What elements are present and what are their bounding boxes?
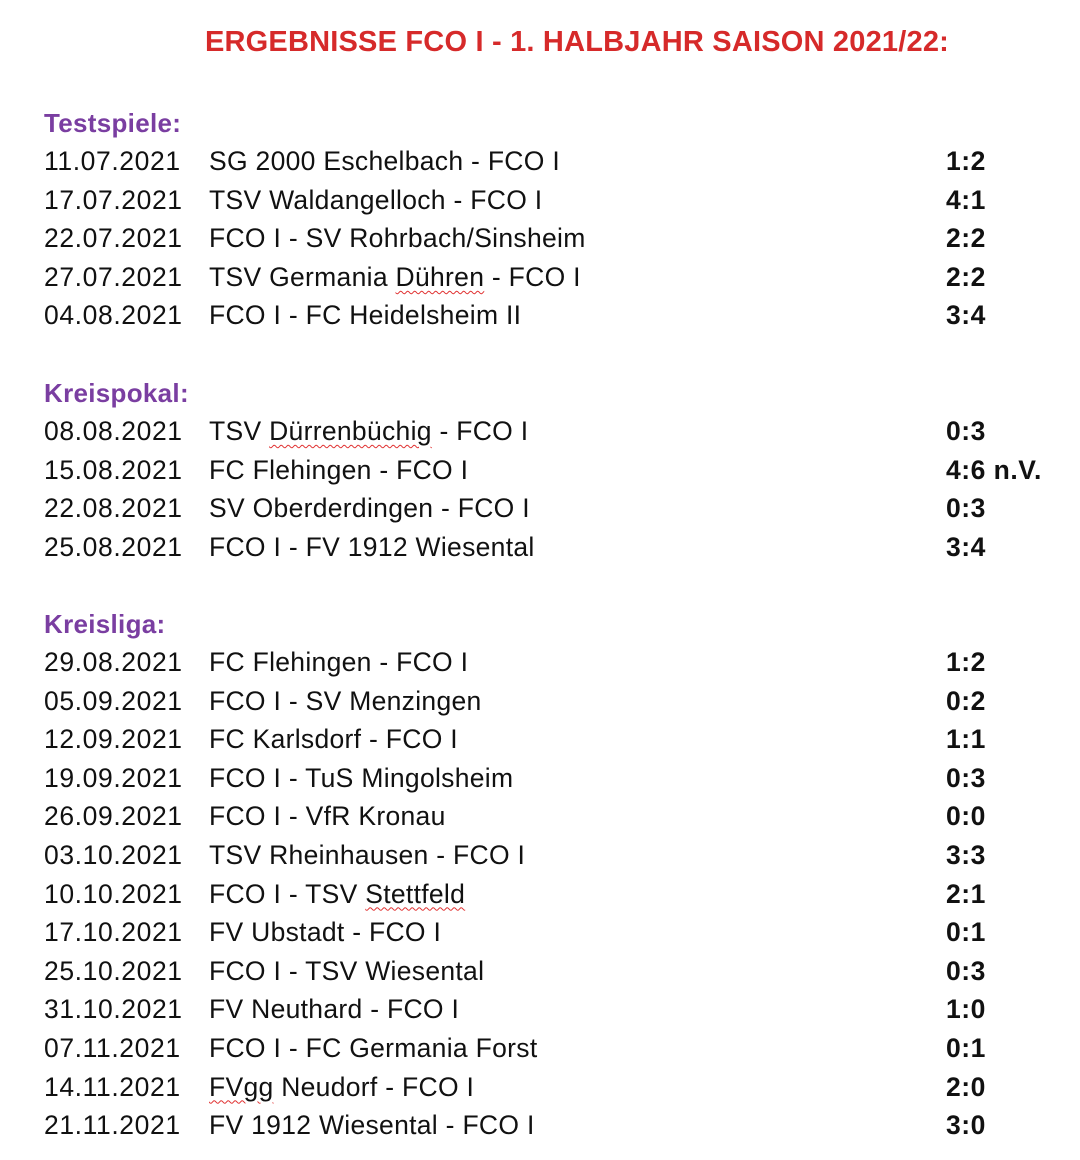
- match-score: 2:1: [946, 878, 986, 909]
- result-row: [0, 1033, 1080, 1071]
- match-teams: FV Ubstadt - FCO I: [209, 917, 442, 948]
- match-date: 17.07.2021: [44, 184, 183, 215]
- match-teams: TSV Rheinhausen - FCO I: [209, 840, 526, 870]
- match-score: 2:2: [946, 223, 986, 254]
- match-date: 25.08.2021: [44, 531, 183, 562]
- result-row: [0, 879, 1080, 917]
- match-score: 2:0: [946, 1071, 986, 1102]
- match-teams: [209, 416, 528, 447]
- match-teams: FCO I - TSV Wiesental: [209, 955, 485, 986]
- match-teams: FCO I - FC Heidelsheim II: [209, 300, 522, 331]
- match-score: 0:2: [946, 685, 986, 716]
- match-score: 0:3: [946, 493, 986, 524]
- result-row: [0, 994, 1080, 1032]
- match-score: 1:1: [946, 724, 986, 755]
- section-heading: Kreisliga:: [44, 609, 166, 639]
- match-teams: SV Oberderdingen - FCO I: [209, 493, 530, 524]
- match-date: 22.08.2021: [44, 493, 183, 524]
- match-date: 11.07.2021: [44, 146, 181, 176]
- result-row: [0, 840, 1080, 878]
- match-teams: FC Karlsdorf - FCO I: [209, 724, 458, 755]
- match-score: 0:1: [946, 917, 986, 948]
- match-date: 08.08.2021: [44, 416, 183, 446]
- match-text: Neudorf - FCO I: [273, 1071, 475, 1102]
- match-teams: FCO I - FC Germania Forst: [209, 1033, 538, 1063]
- match-score: 3:4: [946, 531, 986, 562]
- result-row: [0, 416, 1080, 454]
- match-date: 14.11.2021: [44, 1071, 181, 1102]
- match-teams: FCO I - SV Menzingen: [209, 685, 482, 716]
- match-teams: FCO I - VfR Kronau: [209, 801, 446, 832]
- match-score: 1:2: [946, 146, 986, 176]
- spellcheck-flagged-word: FVgg: [209, 1071, 274, 1102]
- page-title: ERGEBNISSE FCO I - 1. HALBJAHR SAISON 2021/22:: [204, 26, 950, 58]
- match-score: 0:3: [946, 416, 986, 446]
- result-row: [0, 1072, 1080, 1110]
- match-date: 17.10.2021: [44, 917, 183, 948]
- match-date: 25.10.2021: [44, 955, 183, 986]
- match-score: 0:3: [946, 955, 986, 986]
- spellcheck-flagged-word: Dürrenbüchig: [269, 416, 432, 446]
- result-row: [0, 532, 1080, 570]
- match-text: - FCO I: [431, 416, 529, 446]
- match-teams: FCO I - FV 1912 Wiesental: [209, 531, 535, 562]
- match-date: 03.10.2021: [44, 840, 183, 870]
- match-teams: FV Neuthard - FCO I: [209, 994, 460, 1025]
- match-teams: FCO I - SV Rohrbach/Sinsheim: [209, 223, 586, 254]
- match-teams: FV 1912 Wiesental - FCO I: [209, 1110, 535, 1141]
- match-text: - FCO I: [484, 261, 581, 292]
- match-score: 4:1: [946, 184, 986, 215]
- result-row: [0, 763, 1080, 801]
- result-row: [0, 686, 1080, 724]
- match-teams: TSV Waldangelloch - FCO I: [209, 184, 543, 215]
- spellcheck-flagged-word: Stettfeld: [365, 878, 466, 909]
- match-teams: FCO I - TuS Mingolsheim: [209, 762, 514, 793]
- match-date: 27.07.2021: [44, 261, 183, 292]
- spellcheck-flagged-word: Dühren: [395, 261, 485, 292]
- match-score: 1:2: [946, 647, 986, 677]
- match-score: 1:0: [946, 994, 986, 1025]
- result-row: [0, 956, 1080, 994]
- match-score: 2:2: [946, 261, 986, 292]
- result-row: [0, 185, 1080, 223]
- match-date: 05.09.2021: [44, 685, 183, 716]
- match-date: 22.07.2021: [44, 223, 183, 254]
- match-date: 04.08.2021: [44, 300, 183, 331]
- match-date: 12.09.2021: [44, 724, 183, 755]
- match-text: FCO I - TSV: [209, 878, 366, 909]
- match-score: 0:3: [946, 762, 986, 793]
- match-score: 0:1: [946, 1033, 986, 1063]
- match-teams: FC Flehingen - FCO I: [209, 647, 469, 677]
- match-date: 26.09.2021: [44, 801, 183, 832]
- result-row: [0, 801, 1080, 839]
- result-row: [0, 917, 1080, 955]
- result-row: [0, 1110, 1080, 1148]
- match-date: 31.10.2021: [44, 994, 183, 1025]
- result-row: [0, 300, 1080, 338]
- result-row: [0, 455, 1080, 493]
- result-row: [0, 146, 1080, 184]
- match-score: 3:0: [946, 1110, 986, 1141]
- result-row: [0, 262, 1080, 300]
- match-date: 19.09.2021: [44, 762, 183, 793]
- match-date: 10.10.2021: [44, 878, 183, 909]
- match-date: 15.08.2021: [44, 454, 183, 485]
- match-text: TSV Germania: [209, 261, 396, 292]
- match-score: 3:3: [946, 840, 986, 870]
- match-teams: [209, 1072, 474, 1103]
- result-row: [0, 724, 1080, 762]
- match-teams: SG 2000 Eschelbach - FCO I: [209, 146, 560, 176]
- match-date: 07.11.2021: [44, 1033, 181, 1063]
- match-date: 21.11.2021: [44, 1110, 181, 1141]
- match-teams: [209, 879, 465, 910]
- match-teams: [209, 262, 581, 293]
- match-teams: FC Flehingen - FCO I: [209, 454, 469, 485]
- section-heading: Testspiele:: [44, 108, 182, 138]
- match-text: TSV: [209, 416, 270, 446]
- section-heading: Kreispokal:: [44, 378, 189, 408]
- result-row: [0, 647, 1080, 685]
- result-row: [0, 223, 1080, 261]
- result-row: [0, 493, 1080, 531]
- match-date: 29.08.2021: [44, 647, 183, 677]
- match-score: 4:6 n.V.: [946, 454, 1042, 485]
- match-score: 0:0: [946, 801, 986, 832]
- match-score: 3:4: [946, 300, 986, 331]
